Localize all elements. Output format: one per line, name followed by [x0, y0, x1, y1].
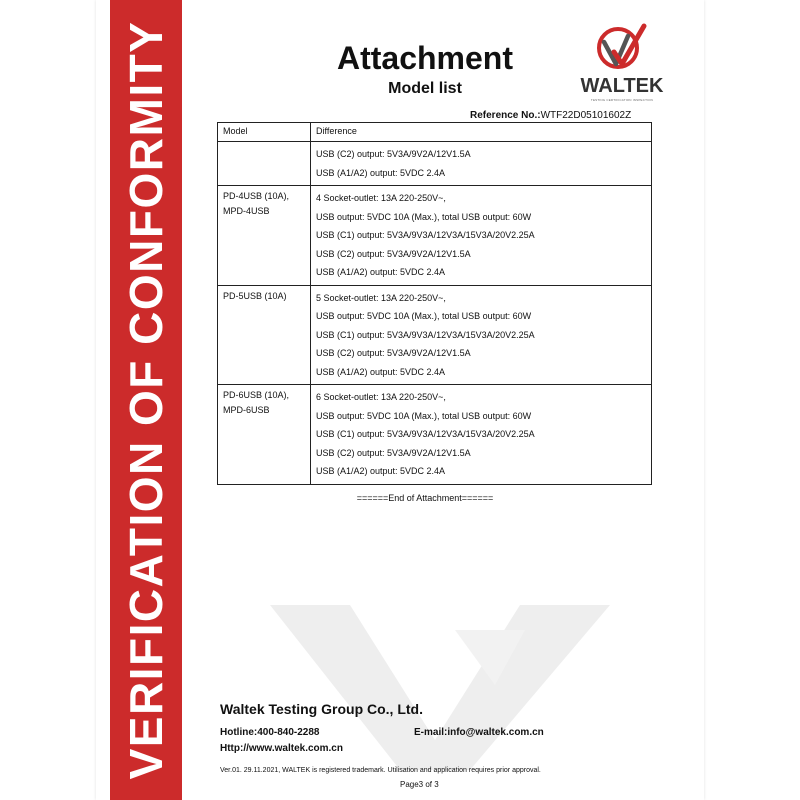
- waltek-logo-icon: [594, 22, 650, 72]
- logo-tagline: TESTING CERTIFICATION INSPECTION: [590, 98, 654, 102]
- model-cell: PD-6USB (10A), MPD-6USB: [218, 385, 311, 485]
- conformity-sidebar: [110, 0, 182, 800]
- difference-line: USB output: 5VDC 10A (Max.), total USB output: 60W: [316, 410, 532, 421]
- website: Http://www.waltek.com.cn: [220, 743, 343, 754]
- difference-line: USB (C2) output: 5V3A/9V2A/12V1.5A: [316, 447, 471, 458]
- table-row: [218, 285, 652, 385]
- company-name: Waltek Testing Group Co., Ltd.: [220, 701, 423, 717]
- reference-label: Reference No.:: [470, 110, 541, 121]
- difference-cell: [311, 142, 652, 186]
- difference-column-header: Difference: [311, 123, 652, 142]
- model-cell: [218, 142, 311, 186]
- sidebar-text: VERIFICATION OF CONFORMITY: [120, 20, 172, 780]
- difference-line: 4 Socket-outlet: 13A 220-250V~,: [316, 193, 446, 203]
- difference-line: USB (C2) output: 5V3A/9V2A/12V1.5A: [316, 348, 471, 358]
- model-column-header: Model: [218, 123, 311, 142]
- difference-line: USB output: 5VDC 10A (Max.), total USB output: 60W: [316, 311, 532, 321]
- footer-note: Ver.01. 29.11.2021, WALTEK is registered trademark. Utilisation and application requires prior approval.: [220, 767, 541, 774]
- difference-line: USB output: 5VDC 10A (Max.), total USB output: 60W: [316, 211, 532, 222]
- logo-name: WALTEK: [580, 75, 664, 97]
- difference-line: USB (A1/A2) output: 5VDC 2.4A: [316, 366, 446, 377]
- difference-line: USB (C2) output: 5V3A/9V2A/12V1.5A: [316, 248, 471, 259]
- model-table: [217, 122, 652, 485]
- difference-line: 5 Socket-outlet: 13A 220-250V~,: [316, 292, 446, 303]
- table-row: [218, 142, 652, 186]
- difference-cell: [311, 385, 652, 485]
- table-body: [218, 142, 652, 485]
- page-title: Attachment: [336, 40, 513, 76]
- difference-line: USB (A1/A2) output: 5VDC 2.4A: [316, 466, 446, 476]
- hotline: Hotline:400-840-2288: [220, 727, 320, 738]
- table-row: [218, 186, 652, 286]
- difference-line: USB (A1/A2) output: 5VDC 2.4A: [316, 167, 446, 178]
- difference-line: USB (C1) output: 5V3A/9V3A/12V3A/15V3A/20V2.25A: [316, 429, 535, 439]
- difference-line: 6 Socket-outlet: 13A 220-250V~,: [316, 392, 446, 402]
- page-number: Page3 of 3: [400, 780, 439, 789]
- difference-line: USB (C1) output: 5V3A/9V3A/12V3A/15V3A/20V2.25A: [316, 329, 535, 340]
- reference-number: [470, 110, 631, 121]
- difference-line: USB (C2) output: 5V3A/9V2A/12V1.5A: [316, 149, 471, 159]
- difference-line: USB (C1) output: 5V3A/9V3A/12V3A/15V3A/20V2.25A: [316, 230, 535, 240]
- page-subtitle: Model list: [388, 80, 462, 97]
- model-cell: PD-5USB (10A): [218, 285, 311, 385]
- table-header-row: [218, 123, 652, 142]
- email: E-mail:info@waltek.com.cn: [414, 727, 544, 738]
- waltek-logo: [572, 22, 672, 102]
- end-of-attachment: ======End of Attachment======: [356, 493, 494, 503]
- table-row: [218, 385, 652, 485]
- model-cell: PD-4USB (10A), MPD-4USB: [218, 186, 311, 286]
- reference-value: WTF22D05101602Z: [540, 110, 632, 121]
- difference-cell: [311, 186, 652, 286]
- difference-line: USB (A1/A2) output: 5VDC 2.4A: [316, 267, 446, 277]
- difference-cell: [311, 285, 652, 385]
